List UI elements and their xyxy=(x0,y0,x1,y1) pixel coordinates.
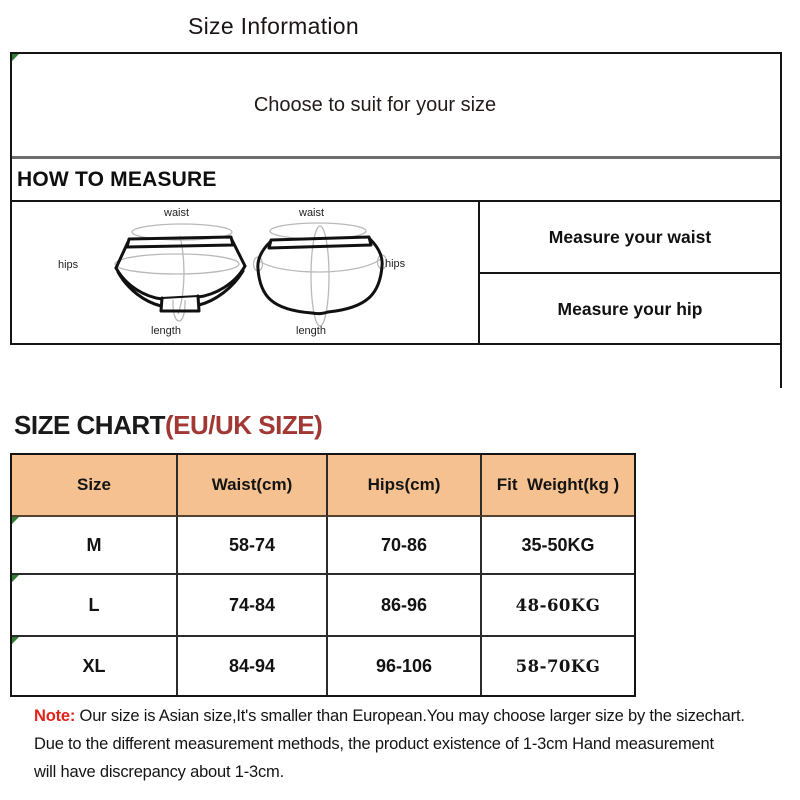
front-hips-label: hips xyxy=(58,259,79,271)
back-view-outline xyxy=(258,237,382,314)
note-label: Note: xyxy=(34,707,76,725)
front-length-label: length xyxy=(151,325,181,337)
size-chart-header-weight: Fit Weight(kg ) xyxy=(482,455,634,517)
size-chart-header-size: Size xyxy=(12,455,178,517)
note-text xyxy=(34,702,745,786)
measure-diagram-row xyxy=(12,202,780,345)
size-chart-table xyxy=(10,453,636,697)
size-chart-cell-size-l: L xyxy=(12,575,178,637)
corner-flag-icon xyxy=(12,637,19,644)
size-chart-cell-size-m: M xyxy=(12,517,178,575)
how-to-measure-heading xyxy=(12,159,780,202)
underwear-measure-illustration xyxy=(12,202,478,343)
choose-size-text: Choose to suit for your size xyxy=(253,93,497,116)
corner-flag-icon xyxy=(12,575,19,582)
size-chart-cell-weight-xl: 58-70KG xyxy=(515,656,601,676)
size-chart-heading-black: SIZE CHART xyxy=(14,410,165,440)
note-line-1 xyxy=(34,702,745,730)
note-line-1-text: Our size is Asian size,It's smaller than European.You may choose larger size by the sizechart. xyxy=(75,707,745,725)
choose-size-row xyxy=(12,54,780,159)
size-chart-cell-weight-m: 35-50KG xyxy=(482,517,634,575)
size-info-box xyxy=(10,52,782,345)
measure-waist-cell xyxy=(480,202,780,274)
size-chart-cell-waist-xl: 84-94 xyxy=(178,637,328,695)
underwear-diagram xyxy=(12,202,478,345)
size-chart-cell-size-xl: XL xyxy=(12,637,178,695)
measure-waist-text: Measure your waist xyxy=(548,226,712,247)
back-hips-tape xyxy=(259,259,381,272)
back-waist-label: waist xyxy=(299,207,325,219)
size-chart-heading-red: (EU/UK SIZE) xyxy=(165,410,323,440)
measure-hip-text: Measure your hip xyxy=(557,299,703,319)
size-chart-cell-weight-l: 48-60KG xyxy=(482,575,634,637)
back-length-label: length xyxy=(296,325,326,337)
corner-flag-icon xyxy=(12,54,19,61)
note-line-2: Due to the different measurement methods, the product existence of 1-3cm Hand measurement xyxy=(34,735,714,753)
note-line-3: will have discrepancy about 1-3cm. xyxy=(34,763,284,781)
size-chart-cell-hips-l: 86-96 xyxy=(328,575,482,637)
front-hips-tape xyxy=(115,254,239,274)
size-chart-header-hips: Hips(cm) xyxy=(328,455,482,517)
front-length-tape xyxy=(178,236,184,314)
size-chart-heading xyxy=(14,410,322,441)
border-artifact-line xyxy=(780,345,782,388)
size-chart-cell-waist-m: 58-74 xyxy=(178,517,328,575)
size-chart-cell-hips-m: 70-86 xyxy=(328,517,482,575)
front-waist-label: waist xyxy=(164,207,190,219)
measure-hip-cell xyxy=(480,274,780,345)
corner-flag-icon xyxy=(12,517,19,524)
size-chart-cell-hips-xl: 96-106 xyxy=(328,637,482,695)
how-to-measure-label: HOW TO MEASURE xyxy=(17,167,217,191)
size-chart-cell-waist-l: 74-84 xyxy=(178,575,328,637)
size-chart-header-waist: Waist(cm) xyxy=(178,455,328,517)
back-hips-label: hips xyxy=(385,258,406,270)
measure-instructions-column xyxy=(478,202,780,345)
page-title: Size Information xyxy=(188,13,359,39)
